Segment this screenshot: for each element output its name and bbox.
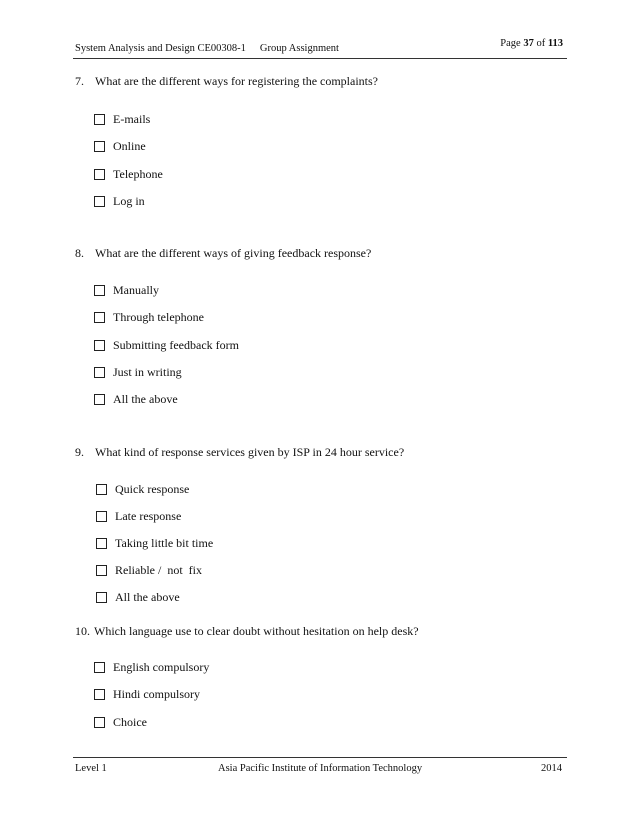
option-checkbox-row[interactable]	[94, 365, 182, 380]
option-checkbox-row[interactable]	[96, 590, 180, 605]
question-number: 10.	[75, 624, 90, 638]
page-of: of	[536, 38, 546, 49]
checkbox-icon[interactable]	[94, 285, 105, 296]
question-number: 9.	[75, 445, 84, 459]
option-label: Manually	[113, 283, 159, 297]
option-checkbox-row[interactable]	[94, 310, 204, 325]
header-left	[75, 43, 339, 54]
option-label: Just in writing	[113, 365, 182, 379]
option-checkbox-row[interactable]	[96, 509, 181, 524]
question-text: What are the different ways for registering the complaints?	[95, 74, 379, 88]
checkbox-icon[interactable]	[94, 196, 105, 207]
option-label: All the above	[115, 590, 180, 604]
option-checkbox-row[interactable]	[94, 194, 145, 209]
option-checkbox-row[interactable]	[94, 283, 159, 298]
footer-year: 2014	[541, 763, 562, 774]
question-number: 8.	[75, 246, 84, 260]
checkbox-icon[interactable]	[94, 394, 105, 405]
page-total: 113	[547, 38, 563, 49]
question-7	[75, 74, 378, 89]
option-label: English compulsory	[113, 660, 210, 674]
option-checkbox-row[interactable]	[94, 338, 239, 353]
checkbox-icon[interactable]	[94, 141, 105, 152]
option-label: Quick response	[115, 482, 190, 496]
option-label: Taking little bit time	[115, 536, 214, 550]
footer-level: Level 1	[75, 763, 107, 774]
question-text: What are the different ways of giving feedback response?	[95, 246, 372, 260]
checkbox-icon[interactable]	[94, 312, 105, 323]
option-label: E-mails	[113, 112, 151, 126]
option-label: All the above	[113, 392, 178, 406]
question-9	[75, 445, 404, 460]
question-text: Which language use to clear doubt without hesitation on help desk?	[94, 624, 419, 638]
checkbox-icon[interactable]	[94, 367, 105, 378]
option-label: Log in	[113, 194, 145, 208]
footer-divider	[73, 757, 567, 758]
checkbox-icon[interactable]	[96, 592, 107, 603]
option-checkbox-row[interactable]	[96, 482, 189, 497]
option-checkbox-row[interactable]	[94, 687, 200, 702]
header-divider	[73, 58, 567, 59]
question-8	[75, 246, 371, 261]
option-checkbox-row[interactable]	[94, 167, 163, 182]
option-label: Hindi compulsory	[113, 687, 200, 701]
option-checkbox-row[interactable]	[94, 660, 209, 675]
checkbox-icon[interactable]	[94, 169, 105, 180]
question-number: 7.	[75, 74, 84, 88]
option-label: Reliable / not fix	[115, 563, 202, 577]
checkbox-icon[interactable]	[96, 511, 107, 522]
question-10	[75, 624, 419, 639]
checkbox-icon[interactable]	[94, 717, 105, 728]
option-label: Late response	[115, 509, 182, 523]
option-checkbox-row[interactable]	[94, 112, 150, 127]
question-text: What kind of response services given by ISP in 24 hour service?	[95, 445, 405, 459]
checkbox-icon[interactable]	[94, 340, 105, 351]
header-assignment: Group Assignment	[259, 43, 339, 54]
page-prefix: Page	[500, 38, 521, 49]
checkbox-icon[interactable]	[96, 484, 107, 495]
checkbox-icon[interactable]	[94, 114, 105, 125]
option-checkbox-row[interactable]	[96, 536, 213, 551]
option-label: Telephone	[113, 167, 163, 181]
page-current: 37	[523, 38, 534, 49]
option-checkbox-row[interactable]	[96, 563, 202, 578]
page-header	[75, 38, 565, 58]
header-course: System Analysis and Design CE00308-1	[75, 43, 246, 54]
checkbox-icon[interactable]	[94, 662, 105, 673]
option-checkbox-row[interactable]	[94, 715, 147, 730]
checkbox-icon[interactable]	[94, 689, 105, 700]
option-label: Online	[113, 139, 146, 153]
option-label: Choice	[113, 715, 147, 729]
option-checkbox-row[interactable]	[94, 139, 146, 154]
page-number	[500, 38, 563, 49]
option-checkbox-row[interactable]	[94, 392, 178, 407]
option-label: Submitting feedback form	[113, 338, 239, 352]
checkbox-icon[interactable]	[96, 538, 107, 549]
option-label: Through telephone	[113, 310, 204, 324]
checkbox-icon[interactable]	[96, 565, 107, 576]
footer-institute: Asia Pacific Institute of Information Technology	[218, 763, 423, 774]
